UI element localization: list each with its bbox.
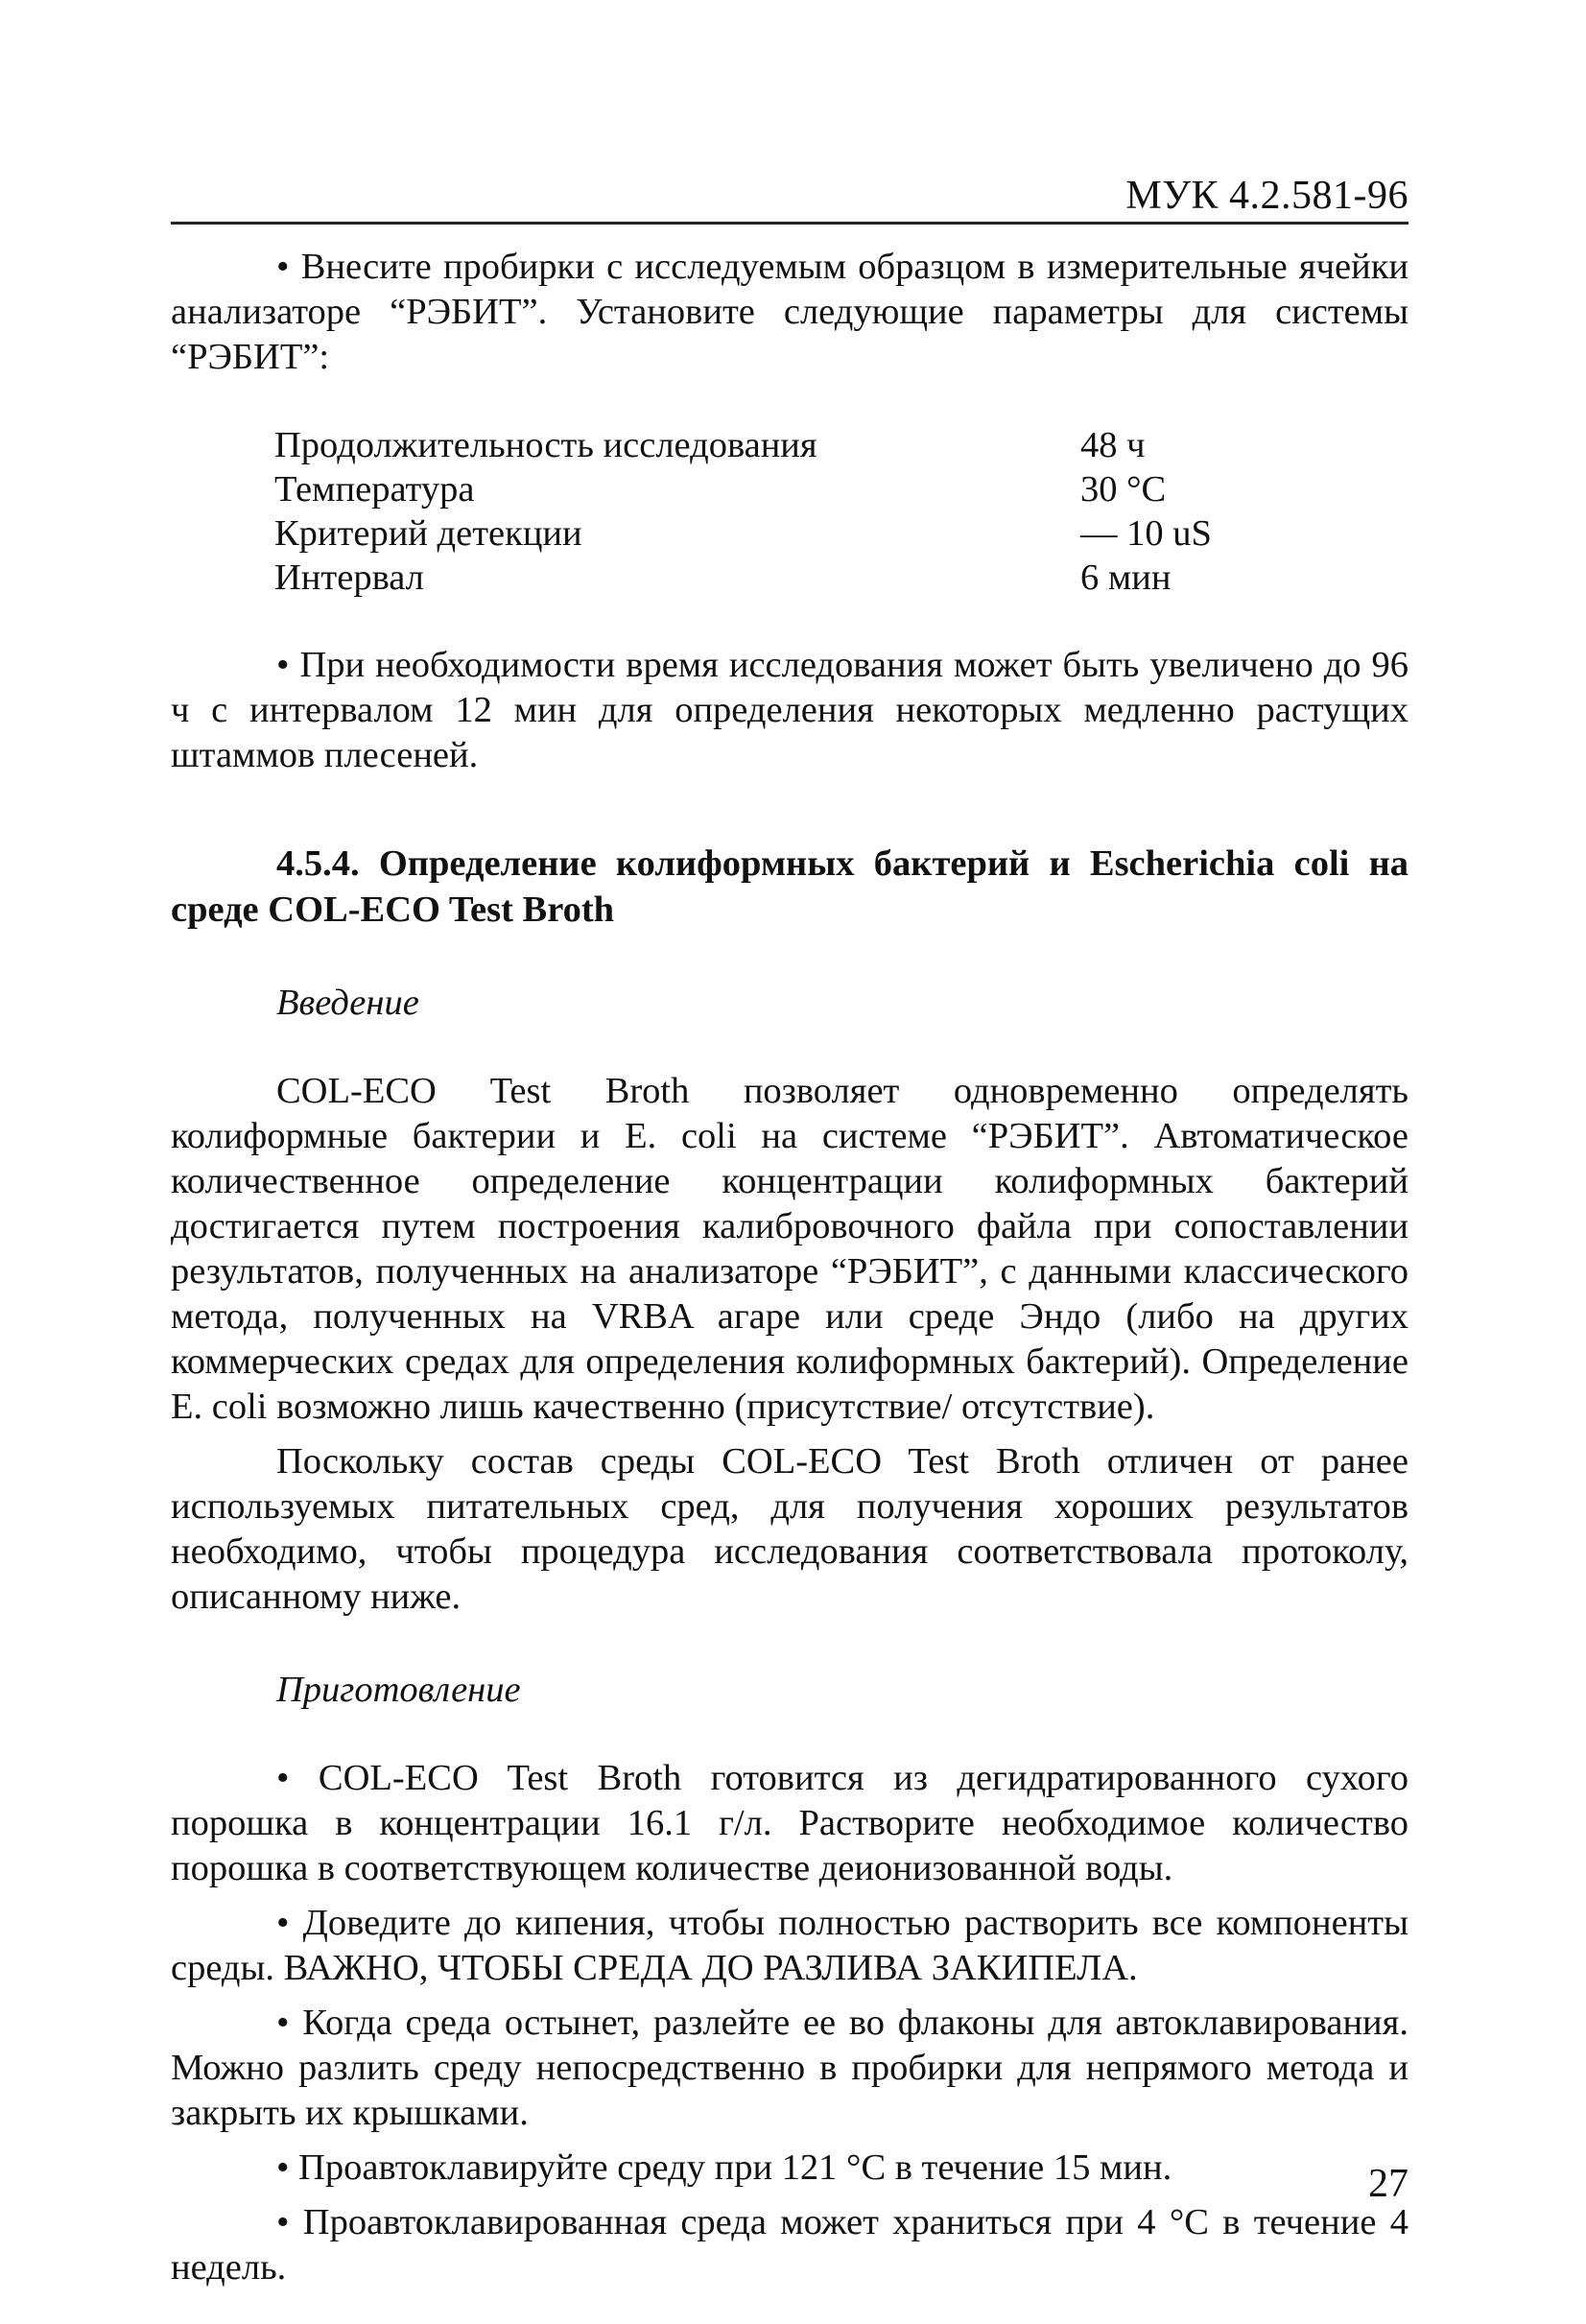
parameter-name: Критерий детекции	[274, 513, 582, 554]
intro-bullet: • Внесите пробирки с исследуемым образцом в измерительные ячейки анализаторе “РЭБИТ”. Установите следующие параметры для системы “РЭБИТ”:	[171, 247, 1408, 377]
header-divider	[171, 222, 1408, 225]
parameter-row	[274, 423, 1234, 467]
parameter-value: — 10 uS	[1080, 513, 1212, 554]
parameter-row	[274, 556, 1234, 600]
section-title: 4.5.4. Определение колиформных бактерий и Escherichia coli на среде COL-ECO Test Broth	[171, 843, 1408, 930]
document-code: МУК 4.2.581-96	[1125, 174, 1408, 218]
parameter-name: Продолжительность исследования	[274, 425, 817, 465]
preparation-item: • COL-ECO Test Broth готовится из дегидратированного сухого порошка в концентрации 16.1 г/л. Растворите необходимое количество порошка в соответствующем количестве деионизованной воды.	[171, 1758, 1408, 1888]
parameter-value: 6 мин	[1080, 557, 1172, 598]
parameter-value: 48 ч	[1080, 425, 1146, 465]
intro-paragraph: COL-ECO Test Broth позволяет одновременно определять колиформные бактерии и E. coli на системе “РЭБИТ”. Автоматическое количественное определение концентрации колиформных бактерий достигается путем построения калибровочного файла при сопоставлении результатов, полученных на анализаторе “РЭБИТ”, с данными классического метода, полученных на VRBA агаре или среде Эндо (либо на других коммерческих средах для определения колиформных бактерий). Определение E. coli возможно лишь качественно (присутствие/ отсутствие).	[171, 1071, 1408, 1427]
parameter-value: 30 °С	[1080, 469, 1167, 510]
parameter-name: Интервал	[274, 557, 424, 598]
preparation-item: • Проавтоклавируйте среду при 121 °С в течение 15 мин.	[276, 2147, 1172, 2188]
extension-note: • При необходимости время исследования может быть увеличено до 96 ч с интервалом 12 мин для определения некоторых медленно растущих штаммов плесеней.	[171, 645, 1408, 775]
preparation-heading: Приготовление	[276, 1670, 521, 1710]
preparation-item: • Проавтоклавированная среда может храниться при 4 °С в течение 4 недель.	[171, 2202, 1408, 2288]
preparation-item: • Доведите до кипения, чтобы полностью растворить все компоненты среды. ВАЖНО, ЧТОБЫ СРЕДА ДО РАЗЛИВА ЗАКИПЕЛА.	[171, 1903, 1408, 1988]
page-content	[171, 245, 1408, 2290]
parameter-row	[274, 467, 1234, 511]
parameter-row	[274, 511, 1234, 556]
preparation-item: • Когда среда остынет, разлейте ее во флаконы для автоклавирования. Можно разлить среду непосредственно в пробирки для непрямого метода и закрыть их крышками.	[171, 2003, 1408, 2133]
intro-heading: Введение	[276, 983, 419, 1023]
parameters-table	[274, 423, 1234, 600]
intro-paragraph: Поскольку состав среды COL-ECO Test Broth отличен от ранее используемых питательных сред, для получения хороших результатов необходимо, чтобы процедура исследования соответствовала протоколу, описанному ниже.	[171, 1441, 1408, 1617]
parameter-name: Температура	[274, 469, 475, 510]
page-number: 27	[1368, 2162, 1408, 2206]
